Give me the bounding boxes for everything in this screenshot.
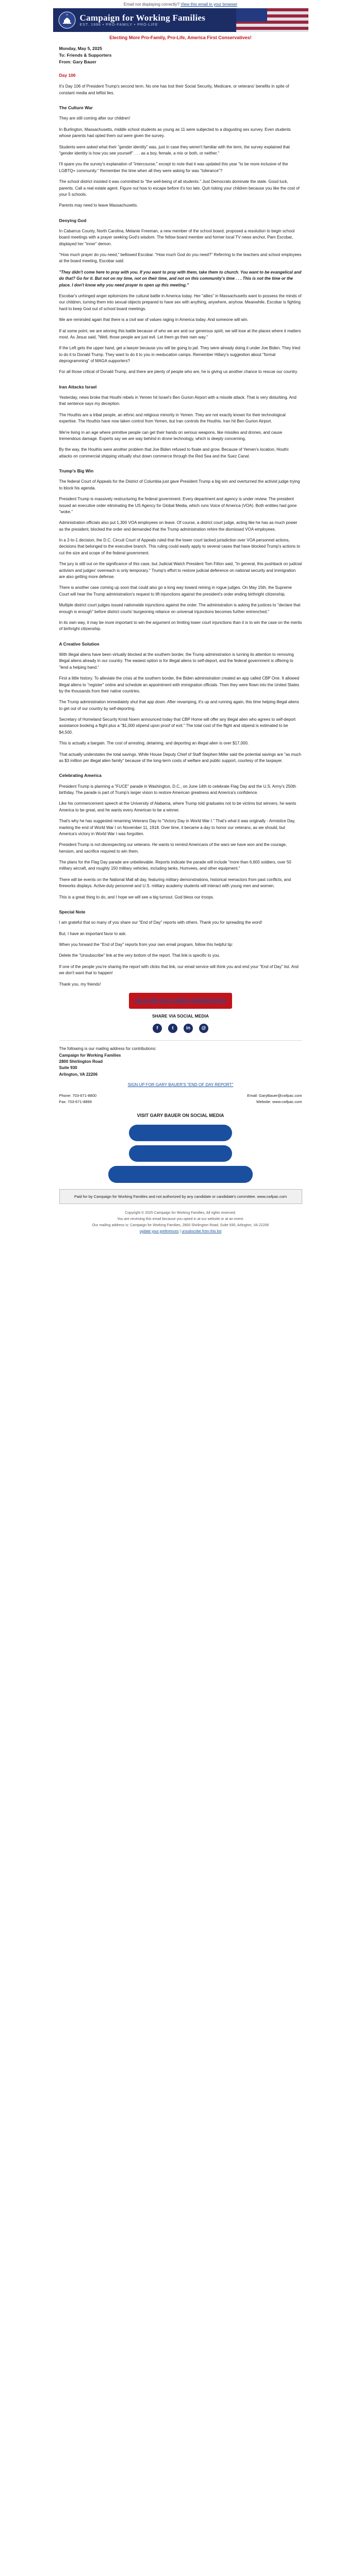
paragraph: I'll spare you the survey's explanation of "intercourse," except to note that it was updated this year "to be more inclusive of the LGBTQ+ community." Remember the time when all they were asking for was "tolerance"? xyxy=(59,162,288,173)
paragraph: President Trump is planning a "FUCE" parade in Washington, D.C., on June 14th to celebrate Flag Day and the U.S. Army's 250th birthday. The parade is part of Trump's larger vision to restore American greatness and America's confidence. xyxy=(59,784,297,795)
paragraph: This is actually a bargain. The cost of arresting, detaining, and deporting an illegal alien is over $17,000. xyxy=(59,741,249,746)
linkedin-icon[interactable]: in xyxy=(184,1024,193,1033)
optin-reason: You are receiving this email because you opted in at our website or at an event. xyxy=(117,1217,244,1221)
org-logo-sub: EST. 1996 • PRO-FAMILY • PRO-LIFE xyxy=(79,23,158,27)
view-in-browser-link[interactable]: View this email in your browser xyxy=(180,2,238,7)
section-title-trump: Trump's Big Win xyxy=(59,468,94,474)
paragraph: We're living in an age where primitive people can get their hands on serious weapons, like missiles and drones, and cause tremendous damage. Experts say we are way behind in drone technology, which is deeply concerning. xyxy=(59,430,283,441)
paragraph: In Cabarrus County, North Carolina, Melanie Freeman, a new member of the school board, proposed a resolution to begin school board meetings with a prayer seeking God's wisdom. The fellow board member and former local TV news anchor, Pam Escobar, displayed her "inner" demon. xyxy=(59,228,295,246)
paragraph: Parents may need to leave Massachusetts. xyxy=(59,203,138,208)
defending-podcast-button[interactable]: Listen to Gary's Defending Faith, Family, & Freedom podcasts xyxy=(108,1166,253,1182)
email-body xyxy=(53,8,308,1235)
paragraph: I am grateful that so many of you share our "End of Day" reports with others. Thank you for spreading the word! xyxy=(59,920,262,925)
paragraph: For all those critical of Donald Trump, and there are plenty of people who are, he is giving us another chance to rescue our country. xyxy=(59,369,298,375)
website-text: Website: www.cwfpac.com xyxy=(256,1099,302,1104)
section-title-special: Special Note xyxy=(59,909,86,915)
paragraph: The federal Court of Appeals for the District of Columbia just gave President Trump a big win and overturned the activist judge trying to block his agenda. xyxy=(59,479,300,490)
paragraph: President Trump is massively restructuring the federal government. Every department and agency is under review. The president issued an executive order eliminating the US Agency for Global Media, which runs Voice of America (VOA). Both entities had gone "woke." xyxy=(59,497,297,514)
paragraph: The school district insisted it was committed to "the well-being of all students." Just Democrats dominate the state. Good luck, parents. Call a real estate agent. Figure out how to escape before it's too late. Quit risking your children because you like the cost of your 5 schools. xyxy=(59,179,300,197)
address-line3: Arlington, VA 22206 xyxy=(59,1072,98,1077)
paragraph: Students were asked what their "gender identity" was, just in case they weren't familiar with the term, the survey explained that "gender identity is how you see yourself" . . . as a boy, female, a mix or both, or neither." xyxy=(59,144,290,156)
section-title-iran: Iran Attacks Israel xyxy=(59,384,97,389)
paragraph: When you forward the "End of Day" reports from your own email program, follow this helpful tip: xyxy=(59,942,233,947)
paragraph: If the Left gets the upper hand, get a lawyer because you will be going to jail. They were already doing it under Joe Biden. They tried to do it to Donald Trump. They want to do it to you in reeducation camps. Remember Hillary's suggestion about "formal deprogramming" of MAGA supporters? xyxy=(59,346,301,364)
section-title-denying: Denying God xyxy=(59,217,87,223)
paragraph: Escobar's unhinged anger epitomizes the cultural battle in America today. Her "allies" in Massachusetts want to possess the minds of our children, turning them into sexual objects prepared to have sex with anything, anywhere, anyhow. Meanwhile, Escobar is fighting hard to keep God out of school board meetings. xyxy=(59,293,302,311)
tagline: Electing More Pro-Family, Pro-Life, America First Conservatives! xyxy=(109,35,252,40)
paragraph: Administration officials also put 1,300 VOA employees on leave. Of course, a district court judge, acting like he has as much power as the president, blocked the order and demanded that the Trump administration rehire the dismissed VOA employees. xyxy=(59,520,298,532)
twitter-icon[interactable]: t xyxy=(168,1024,177,1033)
podcast-button[interactable]: Listen to the Bauer & Rowe Podcast xyxy=(129,1145,232,1162)
intro-paragraph: It's Day 106 of President Trump's second term. No one has lost their Social Security, Medicare, or veterans' benefits in spite of constant media and leftist lies. xyxy=(59,84,289,95)
paragraph: The plans for the Flag Day parade are unbelievable. Reports indicate the parade will include "more than 6,600 soldiers, over 50 military aircraft, and roughly 150 military vehicles, including tanks, Humvees, and other equipment." xyxy=(59,860,291,871)
paragraph: The Houthis are a tribal people, an ethnic and religious minority in Yemen. They are not exactly known for their technological expertise. The Houthis have now taken control from Yemen, but Iran controls the Houthis. Iran hit Ben Gurion Airport. xyxy=(59,412,286,424)
fax-text: Fax: 703-671-8899 xyxy=(59,1099,92,1104)
section-title-celebrating: Celebrating America xyxy=(59,773,102,778)
memo-to: To: Friends & Supporters xyxy=(59,52,112,58)
email-share-icon[interactable]: @ xyxy=(199,1024,208,1033)
footer xyxy=(59,1210,302,1235)
paragraph: President Trump is not disrespecting our veterans. He wants to remind Americans of the wars we have won and the courage, heroism, and sacrifice required to win them. xyxy=(59,842,287,854)
paragraph: First a little history. To alleviate the crisis at the southern border, the Biden administration created an app called CBP One. It allowed illegal aliens to "register" online and schedule an appointment with immigration officials. Then they were flown into the United States by the thousands from their native countries. xyxy=(59,676,300,693)
paragraph: This is a great thing to do, and I hope we will see a big turnout. God bless our troops. xyxy=(59,894,215,900)
capitol-dome-icon xyxy=(58,11,76,29)
paragraph: If at some point, we are winning this battle because of who we are and our generous spirit, we will lose at the places where it matters most. As Jesus said, "Well, those people are just evil. Let them go their own way." xyxy=(59,328,301,340)
phone-text: Phone: 703-671-8800 xyxy=(59,1093,97,1098)
flag-field xyxy=(236,8,267,22)
paragraph: Multiple district court judges issued nationwide injunctions against the order. The administration is asking the justices to "declare that enough is enough" before district courts' burgeoning reliance on universal injunctions becomes further entrenched." xyxy=(59,603,301,614)
paragraph: But, I have an important favor to ask. xyxy=(59,931,127,936)
signup-link[interactable]: SIGN UP FOR GARY BAUER'S "END OF DAY REPORT" xyxy=(127,1082,234,1088)
footer-address: Our mailing address is: Campaign for Working Families, 2800 Shirlington Road, Suite 930, Arlington, VA 22206 xyxy=(92,1223,269,1227)
paragraph: That's why he has suggested renaming Veterans Day to "Victory Day in World War I." That's what it was originally - Armistice Day, marking the end of World War I on November 11, 1918. Over time, it became a day to honor our veterans, as we should, but America's victory in World War I was forgotten. xyxy=(59,819,296,836)
section-title-culture: The Culture War xyxy=(59,105,93,111)
memo-header xyxy=(59,45,302,65)
paid-for-disclaimer: Paid for by Campaign for Working Families and not authorized by any candidate or candidate's committee. www.cwfpac.com xyxy=(59,1189,302,1204)
preheader xyxy=(0,0,361,8)
content xyxy=(53,45,308,1235)
preferences-link[interactable]: update your preferences xyxy=(139,1229,179,1233)
signup-link-wrap xyxy=(59,1082,302,1088)
org-logo-text: Campaign for Working Families xyxy=(79,13,206,23)
paragraph: Thank you, my friends! xyxy=(59,981,101,987)
paragraph: By the way, the Houthis were another problem that Joe Biden refused to fixate and grow. Because of Yemen's location, Houthi attacks on commercial shipping virtually shut down commerce through the Red Sea and the Suez Canal. xyxy=(59,447,289,459)
paragraph: There will be events on the National Mall all day, featuring military demonstrations, historical reenactors from past conflicts, and fireworks displays. Active-duty personnel and U.S. military academy students will interact with young men and women. xyxy=(59,877,291,889)
header-banner xyxy=(53,8,308,32)
day-counter: Day 106 xyxy=(59,73,76,78)
contact-info xyxy=(59,1093,302,1105)
address-name: Campaign for Working Families xyxy=(59,1053,121,1058)
paragraph: That actually understates the total savings. While House Deputy Chief of Staff Stephen Miller said the potential savings are "as much as $3 million per illegal alien family" because of the long-term costs of welfare and public support, courtesy of the taxpayer. xyxy=(59,752,302,764)
preheader-text: Email not displaying correctly? xyxy=(123,2,179,7)
paragraph: In its own way, it may be more important to win the argument on limiting lower court injunctions than it is to win the case on the merits of birthright citizenship. xyxy=(59,620,302,632)
share-icons xyxy=(59,1024,302,1033)
contact-right xyxy=(247,1093,302,1105)
paragraph: They are still coming after our children! xyxy=(59,116,130,121)
contact-left xyxy=(59,1093,97,1105)
paragraph: "How much prayer do you need," bellowed Escobar. "How much God do you need?" Referring to the teachers and school employees at the board meeting, Escobar said: xyxy=(59,252,302,264)
paragraph: Secretary of Homeland Security Kristi Noem announced today that CBP Home will offer any illegal alien who agrees to self-deport assistance booking a flight plus a "$1,000 stipend upon proof of exit." The total cost of the flight and stipend is estimated to be $4,500. xyxy=(59,717,296,735)
memo-from: From: Gary Bauer xyxy=(59,59,96,64)
block-quote: "They didn't come here to pray with you. If you want to pray with them, take them to church. You want to be evangelical and do that? Go for it. But not on my time, not on their time, and not on this community's time . . . This is not the time or the place. I don't know why you need prayer to open up this meeting." xyxy=(59,269,302,287)
divider xyxy=(59,1040,302,1041)
section-title-crisis: A Creative Solution xyxy=(59,641,100,647)
copyright: Copyright © 2025 Campaign for Working Families, All rights reserved. xyxy=(125,1211,236,1215)
paragraph: Like his commencement speech at the University of Alabama, where Trump told graduates not to be victims but winners, he wants America to be great, and he wants every American to be a winner. xyxy=(59,801,297,812)
email-text: Email: GaryBauer@cwfpac.com xyxy=(247,1093,302,1098)
visit-heading: VISIT GARY BAUER ON SOCIAL MEDIA xyxy=(137,1112,224,1118)
paragraph: We are reminded again that there is a civil war of values raging in America today. And someone will win. xyxy=(59,317,249,323)
donate-button[interactable]: HELP CWF ELECT MORE CONSERVATIVES xyxy=(129,993,232,1009)
unsubscribe-link[interactable]: unsubscribe from this list xyxy=(182,1229,222,1233)
share-heading: SHARE VIA SOCIAL MEDIA xyxy=(152,1013,209,1019)
truth-social-button[interactable]: Follow Gary On Truth Social xyxy=(129,1125,232,1141)
paragraph: Yesterday, news broke that Houthi rebels in Yemen hit Israel's Ben Gurion Airport with a missile attack. That is very disturbing. And that sentence says my deception. xyxy=(59,395,297,406)
paragraph: Delete the "Unsubscribe" link at the very bottom of the report. That link is specific to you. xyxy=(59,953,220,958)
address-intro: The following is our mailing address for contributions: xyxy=(59,1046,157,1052)
paragraph: In a 2-to-1 decision, the D.C. Circuit Court of Appeals ruled that the lower court lacked jurisdiction over VOA personnel actions, decisions that belonged to the executive branch. This ruling could easily apply to several cases that have blocked Trump's actions to cut the size and scope of the federal government. xyxy=(59,538,300,555)
paragraph: With illegal aliens have been virtually blocked at the southern border, the Trump administration is turning its attention to removing illegal aliens already in our country. The easiest option is for illegal aliens to self-deport, and the federal government is offering to "lend a helping hand." xyxy=(59,652,294,670)
footer-links: update your preferences | unsubscribe from this list xyxy=(139,1229,222,1233)
paragraph: The jury is still out on the significance of this case, but Judicial Watch President Tom Fitton said, "In general, this pushback on judicial activism and judges' overreach is only temporary." Trump's effort to restore judicial deference on national security and immigration are also getting more defense. xyxy=(59,562,302,580)
memo-date: Monday, May 5, 2025 xyxy=(59,46,102,51)
address-line1: 2800 Shirlington Road xyxy=(59,1059,103,1064)
facebook-icon[interactable]: f xyxy=(153,1024,162,1033)
paragraph: If one of the people you're sharing the report with clicks that link, our email service will think you and end your "End of Day" list. And we don't want that to happen! xyxy=(59,964,299,976)
mailing-address xyxy=(59,1046,302,1078)
address-line2: Suite 930 xyxy=(59,1065,77,1071)
paragraph: In Burlington, Massachusetts, middle school students as young as 11 were subjected to a disgusting sex survey. Even students whose parents had opted them out were given the survey. xyxy=(59,127,291,139)
paragraph: There is another case coming up soon that could also go a long way toward reining in rogue judges. On May 15th, the Supreme Court will hear the Trump administration's request to lift injunctions against the president's order ending birthright citizenship. xyxy=(59,585,292,597)
paragraph: The Trump administration immediately shut that app down. After revamping, it's up and running again, this time helping illegal aliens to get out of our country by self-deporting. xyxy=(59,700,299,711)
